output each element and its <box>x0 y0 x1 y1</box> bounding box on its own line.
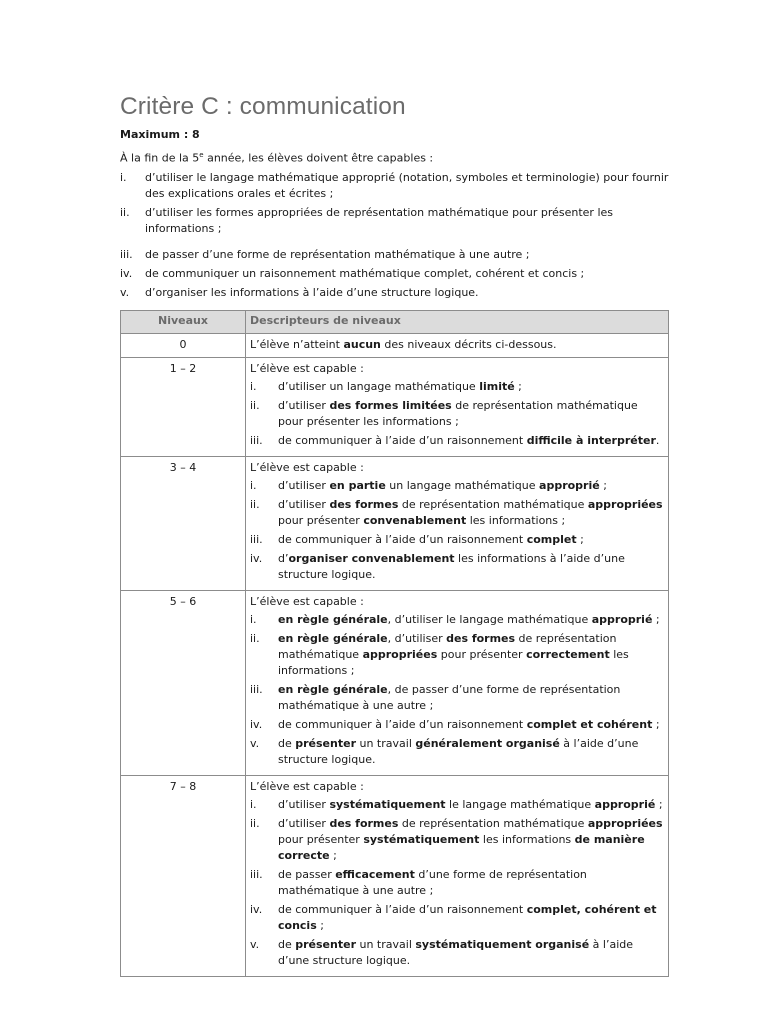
descriptor-text: , de passer d’une forme de représentation mathématique à une autre ; <box>278 682 621 712</box>
descriptor-text: de communiquer à l’aide d’un raisonnement <box>278 902 527 916</box>
emphasis-text: présenter <box>295 736 356 750</box>
descriptor-text: ; <box>655 797 663 811</box>
descriptor-text: de passer <box>278 867 336 881</box>
objectives-list <box>120 170 669 301</box>
descriptor-text: d’utiliser <box>278 497 330 511</box>
descriptor-text: d’utiliser <box>278 816 330 830</box>
table-body <box>121 333 669 976</box>
capable-label: L’élève est capable : <box>250 594 364 608</box>
item-text <box>278 479 607 492</box>
item-text <box>278 380 522 393</box>
descriptor-text: ; <box>652 717 660 731</box>
objective-number: ii. <box>120 205 130 219</box>
table-header-row <box>121 310 669 333</box>
list-item <box>250 797 664 813</box>
descriptor-text: d’utiliser <box>278 797 330 811</box>
descriptor-cell <box>246 357 669 456</box>
emphasis-text: en règle générale <box>278 631 388 645</box>
descriptor-line <box>250 337 664 353</box>
item-text <box>278 737 638 766</box>
emphasis-text: limité <box>479 379 515 393</box>
item-text <box>278 399 638 428</box>
item-number: ii. <box>250 816 260 830</box>
emphasis-text: difficile à interpréter <box>526 433 656 447</box>
descriptor-text: un travail <box>356 937 416 951</box>
emphasis-text: efficacement <box>335 867 415 881</box>
descriptor-cell <box>246 590 669 775</box>
emphasis-text: systématiquement organisé <box>415 937 590 951</box>
emphasis-text: des formes <box>329 816 399 830</box>
item-number: i. <box>250 797 257 811</box>
objective-text: de communiquer un raisonnement mathématique complet, cohérent et concis ; <box>145 266 585 280</box>
item-text <box>278 632 629 677</box>
objective-number: iv. <box>120 266 133 280</box>
emphasis-text: des formes limitées <box>329 398 452 412</box>
item-number: ii. <box>250 631 260 645</box>
item-number: i. <box>250 612 257 626</box>
emphasis-text: approprié <box>591 612 653 626</box>
table-row <box>121 456 669 590</box>
item-text <box>278 868 587 897</box>
item-text <box>278 613 660 626</box>
descriptor-text: de <box>278 937 296 951</box>
objective-item <box>120 266 669 282</box>
item-number: iii. <box>250 532 263 546</box>
descriptor-text: d’ <box>278 551 289 565</box>
emphasis-text: systématiquement <box>329 797 446 811</box>
item-text <box>278 798 663 811</box>
list-item <box>250 551 664 583</box>
descriptor-cell <box>246 333 669 357</box>
level-cell: 1 – 2 <box>121 357 246 456</box>
list-item <box>250 379 664 395</box>
item-number: i. <box>250 478 257 492</box>
list-item <box>250 631 664 679</box>
intro-after: année, les élèves doivent être capables : <box>203 151 434 165</box>
emphasis-text: présenter <box>295 937 356 951</box>
level-cell: 0 <box>121 333 246 357</box>
capable-label: L’élève est capable : <box>250 361 364 375</box>
emphasis-text: complet et cohérent <box>526 717 653 731</box>
list-item <box>250 902 664 934</box>
objective-number: iii. <box>120 247 133 261</box>
objective-item <box>120 170 669 202</box>
header-levels: Niveaux <box>121 310 246 333</box>
descriptor-text: ; <box>514 379 522 393</box>
descriptor-text: pour présenter <box>278 513 364 527</box>
descriptor-text: les informations ; <box>466 513 566 527</box>
descriptor-text: ; <box>652 612 660 626</box>
emphasis-text: de manière correcte <box>278 832 645 862</box>
item-number: i. <box>250 379 257 393</box>
intro-sentence <box>120 148 669 166</box>
level-cell: 3 – 4 <box>121 456 246 590</box>
item-text <box>278 683 620 712</box>
list-item <box>250 867 664 899</box>
intro-superscript: e <box>199 151 204 159</box>
list-item <box>250 717 664 733</box>
item-text <box>278 552 625 581</box>
descriptor-text: le langage mathématique <box>445 797 595 811</box>
list-item <box>250 612 664 628</box>
descriptor-text: ; <box>329 848 337 862</box>
descriptor-text: de communiquer à l’aide d’un raisonnement <box>278 433 527 447</box>
descriptor-cell <box>246 775 669 976</box>
emphasis-text: en règle générale <box>278 612 388 626</box>
list-item <box>250 736 664 768</box>
item-number: ii. <box>250 497 260 511</box>
item-text <box>278 498 663 527</box>
emphasis-text: des formes <box>329 497 399 511</box>
objective-item <box>120 205 669 237</box>
item-number: iii. <box>250 867 263 881</box>
emphasis-text: correctement <box>526 647 610 661</box>
emphasis-text: aucun <box>343 337 381 351</box>
list-item <box>250 937 664 969</box>
descriptor-text: de représentation mathématique <box>278 631 617 661</box>
table-row <box>121 333 669 357</box>
descriptor-text: un langage mathématique <box>385 478 540 492</box>
item-number: v. <box>250 736 260 750</box>
capable-label: L’élève est capable : <box>250 779 364 793</box>
objective-number: v. <box>120 285 130 299</box>
table-row <box>121 590 669 775</box>
descriptor-text: pour présenter <box>437 647 527 661</box>
descriptor-text: de communiquer à l’aide d’un raisonnement <box>278 532 527 546</box>
objective-text: de passer d’une forme de représentation mathématique à une autre ; <box>145 247 530 261</box>
descriptor-text: ; <box>599 478 607 492</box>
list-item <box>250 398 664 430</box>
level-cell: 7 – 8 <box>121 775 246 976</box>
item-text <box>278 434 659 447</box>
descriptor-cell <box>246 456 669 590</box>
objective-text: d’utiliser les formes appropriées de représentation mathématique pour présenter les informations ; <box>145 205 614 235</box>
page-title: Critère C : communication <box>120 93 406 120</box>
list-item <box>250 682 664 714</box>
emphasis-text: en règle générale <box>278 682 388 696</box>
objective-item <box>120 247 669 263</box>
level-cell: 5 – 6 <box>121 590 246 775</box>
item-number: iv. <box>250 902 263 916</box>
descriptor-text: d’utiliser <box>278 398 330 412</box>
emphasis-text: appropriées <box>362 647 438 661</box>
descriptor-text: , d’utiliser <box>387 631 447 645</box>
emphasis-text: convenablement <box>363 513 467 527</box>
objective-number: i. <box>120 170 127 184</box>
emphasis-text: des formes <box>446 631 516 645</box>
item-text <box>278 533 584 546</box>
descriptor-text: à l’aide d’une structure logique. <box>278 736 639 766</box>
objective-item <box>120 285 669 301</box>
emphasis-text: généralement organisé <box>415 736 560 750</box>
list-item <box>250 816 664 864</box>
descriptor-text: de communiquer à l’aide d’un raisonnement <box>278 717 527 731</box>
item-number: iii. <box>250 433 263 447</box>
emphasis-text: appropriées <box>587 497 663 511</box>
maximum-score: Maximum : 8 <box>120 128 200 141</box>
descriptor-text: pour présenter <box>278 832 364 846</box>
emphasis-text: systématiquement <box>363 832 480 846</box>
emphasis-text: organiser convenablement <box>288 551 455 565</box>
emphasis-text: en partie <box>329 478 386 492</box>
descriptor-text: de <box>278 736 296 750</box>
header-descriptors: Descripteurs de niveaux <box>246 310 669 333</box>
item-text <box>278 718 660 731</box>
intro-before: À la fin de la 5 <box>120 151 200 165</box>
descriptor-text: des niveaux décrits ci-dessous. <box>380 337 557 351</box>
emphasis-text: approprié <box>594 797 656 811</box>
descriptor-text: d’utiliser <box>278 478 330 492</box>
descriptor-text: de représentation mathématique <box>398 816 588 830</box>
descriptor-text: un travail <box>356 736 416 750</box>
emphasis-text: approprié <box>539 478 600 492</box>
descriptor-text: . <box>655 433 660 447</box>
descriptor-text: à l’aide d’une structure logique. <box>278 937 634 967</box>
item-text <box>278 903 657 932</box>
item-number: ii. <box>250 398 260 412</box>
item-number: v. <box>250 937 260 951</box>
list-item <box>250 532 664 548</box>
descriptor-text: les informations à l’aide d’une structure logique. <box>278 551 625 581</box>
list-item <box>250 433 664 449</box>
descriptor-text: ; <box>316 918 324 932</box>
document-page <box>120 92 669 977</box>
descriptor-text: ; <box>576 532 584 546</box>
descriptor-text: d’une forme de représentation mathématique à une autre ; <box>278 867 587 897</box>
emphasis-text: appropriées <box>587 816 663 830</box>
item-number: iv. <box>250 717 263 731</box>
descriptor-text: , d’utiliser le langage mathématique <box>387 612 592 626</box>
table-row <box>121 357 669 456</box>
objective-text: d’organiser les informations à l’aide d’une structure logique. <box>145 285 479 299</box>
objective-text: d’utiliser le langage mathématique approprié (notation, symboles et terminologie) pour fournir des explications orales et écrites ; <box>145 170 669 200</box>
item-number: iii. <box>250 682 263 696</box>
capable-label: L’élève est capable : <box>250 460 364 474</box>
emphasis-text: complet <box>526 532 577 546</box>
list-item <box>250 497 664 529</box>
descriptor-text: les informations ; <box>278 647 629 677</box>
level-descriptors-table <box>120 310 669 977</box>
descriptor-text: d’utiliser un langage mathématique <box>278 379 480 393</box>
item-text <box>278 817 663 862</box>
table-row <box>121 775 669 976</box>
item-number: iv. <box>250 551 263 565</box>
list-item <box>250 478 664 494</box>
descriptor-text: de représentation mathématique <box>398 497 588 511</box>
descriptor-text: les informations <box>479 832 575 846</box>
descriptor-text: L’élève n’atteint <box>250 337 344 351</box>
emphasis-text: complet, cohérent et concis <box>278 902 657 932</box>
descriptor-text: de représentation mathématique pour présenter les informations ; <box>278 398 638 428</box>
item-text <box>278 938 633 967</box>
